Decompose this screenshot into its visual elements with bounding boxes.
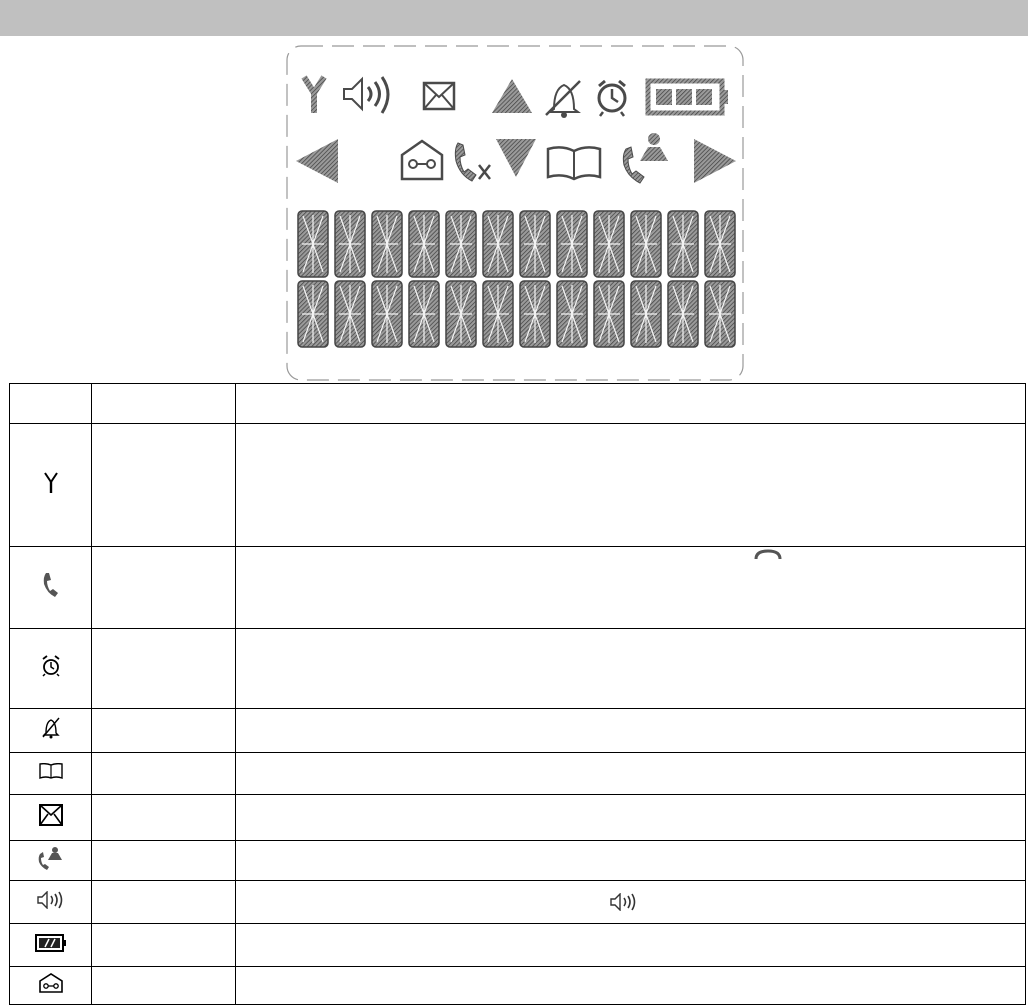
call-contact-icon (37, 846, 65, 870)
lcd-character-cell (372, 211, 402, 277)
alarm-row-description (236, 629, 1026, 709)
header-description-column (236, 384, 1026, 424)
lcd-character-cell (372, 281, 402, 347)
bell-off-row-description (236, 709, 1026, 753)
envelope-row-description (236, 795, 1026, 841)
lcd-character-cell (668, 281, 698, 347)
call-contact-row-icon-cell (10, 841, 92, 881)
lcd-character-cell (520, 211, 550, 277)
speaker-row-description (236, 881, 1026, 924)
antenna-icon (304, 77, 324, 113)
table-row (10, 709, 1026, 753)
envelope-icon (424, 83, 454, 109)
header-icon-column (10, 384, 92, 424)
alarm-row-name (92, 629, 236, 709)
lcd-character-cell (705, 281, 735, 347)
alarm-row-icon-cell (10, 629, 92, 709)
envelope-icon (39, 804, 63, 826)
antenna-icon (44, 472, 58, 494)
home-key-row-icon-cell (10, 967, 92, 1005)
lcd-character-cell (446, 211, 476, 277)
lcd-character-grid (298, 211, 735, 347)
home-key-row-name (92, 967, 236, 1005)
table-row (10, 967, 1026, 1005)
phonebook-row-icon-cell (10, 753, 92, 795)
speaker-icon (610, 893, 638, 911)
bell-off-row-name (92, 709, 236, 753)
handset-icon (43, 572, 59, 598)
lcd-character-cell (668, 211, 698, 277)
lcd-character-cell (520, 281, 550, 347)
bell-off-row-icon-cell (10, 709, 92, 753)
lcd-icon-legend-table (9, 383, 1026, 1005)
bell-off-icon (42, 717, 60, 739)
battery-row-icon-cell (10, 924, 92, 967)
lcd-character-cell (557, 211, 587, 277)
antenna-row-name (92, 424, 236, 547)
home-key-icon (402, 141, 442, 179)
phonebook-icon (39, 763, 63, 779)
battery-icon (648, 81, 728, 113)
battery-icon (35, 934, 67, 952)
call-contact-row-name (92, 841, 236, 881)
lcd-character-cell (705, 211, 735, 277)
phonebook-icon (548, 147, 600, 179)
phonebook-row-description (236, 753, 1026, 795)
battery-row-description (236, 924, 1026, 967)
lcd-character-cell (483, 281, 513, 347)
envelope-row-icon-cell (10, 795, 92, 841)
battery-row-name (92, 924, 236, 967)
call-contact-row-description (236, 841, 1026, 881)
bell-off-icon (546, 81, 580, 118)
lcd-character-cell (631, 211, 661, 277)
triangle-down-icon (496, 139, 536, 177)
speaker-row-icon-cell (10, 881, 92, 924)
home-key-row-description (236, 967, 1026, 1005)
antenna-row-description (236, 424, 1026, 547)
table-row (10, 841, 1026, 881)
table-row (10, 881, 1026, 924)
lcd-character-cell (557, 281, 587, 347)
table-row (10, 924, 1026, 967)
lcd-character-cell (483, 211, 513, 277)
lcd-character-cell (298, 211, 328, 277)
lcd-character-cell (298, 281, 328, 347)
call-contact-icon (623, 133, 668, 183)
missed-call-icon (455, 143, 490, 181)
speaker-row-name (92, 881, 236, 924)
table-row (10, 629, 1026, 709)
table-row (10, 753, 1026, 795)
phonebook-row-name (92, 753, 236, 795)
alarm-clock-icon (41, 655, 61, 677)
table-row (10, 424, 1026, 547)
handset-row-icon-cell (10, 547, 92, 629)
lcd-character-cell (594, 211, 624, 277)
lcd-display (286, 45, 744, 381)
lcd-character-cell (409, 281, 439, 347)
top-gray-bar (0, 0, 1028, 36)
header-name-column (92, 384, 236, 424)
lcd-character-cell (446, 281, 476, 347)
handset-row-description (236, 547, 1026, 629)
envelope-row-name (92, 795, 236, 841)
table-row (10, 547, 1026, 629)
lcd-character-cell (335, 211, 365, 277)
lcd-character-cell (594, 281, 624, 347)
alarm-clock-icon (599, 81, 625, 116)
home-key-icon (39, 973, 63, 993)
speaker-icon (344, 77, 388, 113)
table-header-row (10, 384, 1026, 424)
triangle-up-icon (492, 79, 532, 113)
antenna-row-icon-cell (10, 424, 92, 547)
triangle-right-icon (694, 139, 736, 183)
speaker-icon (37, 891, 65, 909)
lcd-character-cell (631, 281, 661, 347)
handset-row-name (92, 547, 236, 629)
triangle-left-icon (296, 139, 338, 183)
table-row (10, 795, 1026, 841)
lcd-character-cell (409, 211, 439, 277)
off-hook-key-icon (754, 549, 782, 561)
lcd-character-cell (335, 281, 365, 347)
